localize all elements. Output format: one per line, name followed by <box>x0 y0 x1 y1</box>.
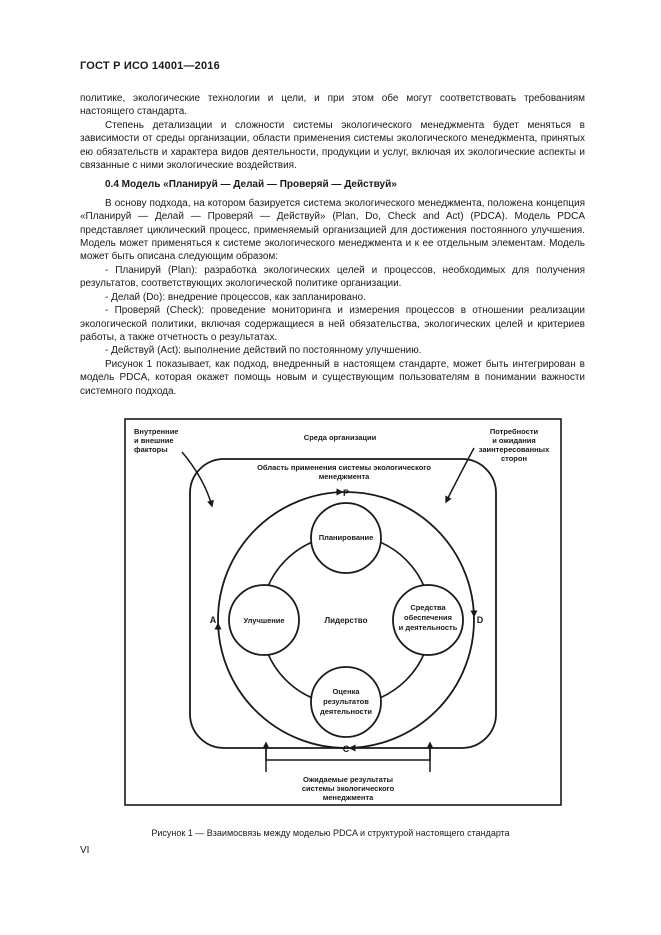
list-item: - Проверяй (Check): проведение мониторинга и измерения процессов в отношении реализации экологической политики, включая содержащиеся в ней обязательства, экологических целей и критериев работы, а также отчетность о результатах. <box>80 305 585 343</box>
evaluation-label: Оценка <box>332 687 360 696</box>
improvement-label: Улучшение <box>243 616 285 625</box>
needs-expectations-arrow <box>446 448 474 502</box>
external-factors-label: факторы <box>134 445 168 454</box>
outcomes-label: системы экологического <box>301 784 395 793</box>
support-label: обеспечения <box>403 613 453 622</box>
document-header: ГОСТ Р ИСО 14001—2016 <box>80 60 220 72</box>
outcomes-label: менеджмента <box>322 793 374 802</box>
leadership-label: Лидерство <box>324 616 368 625</box>
ems-scope-label: менеджмента <box>318 472 370 481</box>
body-text <box>80 92 585 398</box>
pdca-diagram <box>124 418 562 806</box>
pdca-figure <box>124 418 562 806</box>
paragraph: политике, экологические технологии и цели, и при этом обе могут соответствовать требованиям настоящего стандарта. <box>80 93 585 118</box>
pdca-letter-d: D <box>476 615 484 625</box>
page-number: VI <box>80 845 90 856</box>
outcomes-label: Ожидаемые результаты <box>303 775 393 784</box>
needs-label: Потребности <box>489 427 539 436</box>
support-label: Средства <box>410 603 446 612</box>
figure-caption: Рисунок 1 — Взаимосвязь между моделью PDCA и структурой настоящего стандарта <box>151 828 510 838</box>
ems-scope-label: Область применения системы экологического <box>257 463 431 472</box>
list-item: - Действуй (Act): выполнение действий по постоянному улучшению. <box>105 345 422 357</box>
environment-label: Среда организации <box>303 433 377 442</box>
section-title: 0.4 Модель «Планируй — Делай — Проверяй — Действуй» <box>105 179 397 191</box>
pdca-letter-a: A <box>209 615 217 625</box>
external-factors-label: и внешние <box>134 436 174 445</box>
pdca-letter-c: C <box>342 744 350 754</box>
paragraph: В основу подхода, на котором базируется система экологического менеджмента, положена концепция «Планируй — Делай — Проверяй — Действуй» (Plan, Do, Check and Act) (PDCA). Модель PDCA представляет циклический процесс, применяемый организацией для достижения постоянного улучшения. Модель может применяться к системе экологического менеджмента и к ее отдельным элементам. Модель может быть описана следующим образом: <box>80 197 585 263</box>
list-item: - Планируй (Plan): разработка экологических целей и процессов, необходимых для получения результатов, соответствующих экологической политике организации. <box>80 264 585 290</box>
evaluation-label: деятельности <box>320 707 372 716</box>
paragraph: Степень детализации и сложности системы экологического менеджмента будет меняться в зависимости от среды организации, области применения системы экологического менеджмента, принятых ею обязательств и характера видов деятельности, продукции и услуг, включая их экологические аспекты и связанные с ними экологические воздействия. <box>80 119 585 172</box>
list-item: - Делай (Do): внедрение процессов, как запланировано. <box>105 291 366 303</box>
support-label: и деятельность <box>398 623 458 632</box>
needs-label: заинтересованных <box>478 445 550 454</box>
pdca-letter-p: P <box>342 488 350 498</box>
paragraph: Рисунок 1 показывает, как подход, внедренный в настоящем стандарте, может быть интегрирован в модель PDCA, которая окажет помощь новым и существующим пользователям в понимании важности системного подхода. <box>80 358 585 397</box>
planning-label: Планирование <box>318 533 374 542</box>
external-factors-arrow <box>182 452 212 506</box>
evaluation-label: результатов <box>323 697 369 706</box>
external-factors-label: Внутренние <box>134 427 179 436</box>
needs-label: и ожидания <box>492 436 536 445</box>
needs-label: сторон <box>500 454 528 463</box>
